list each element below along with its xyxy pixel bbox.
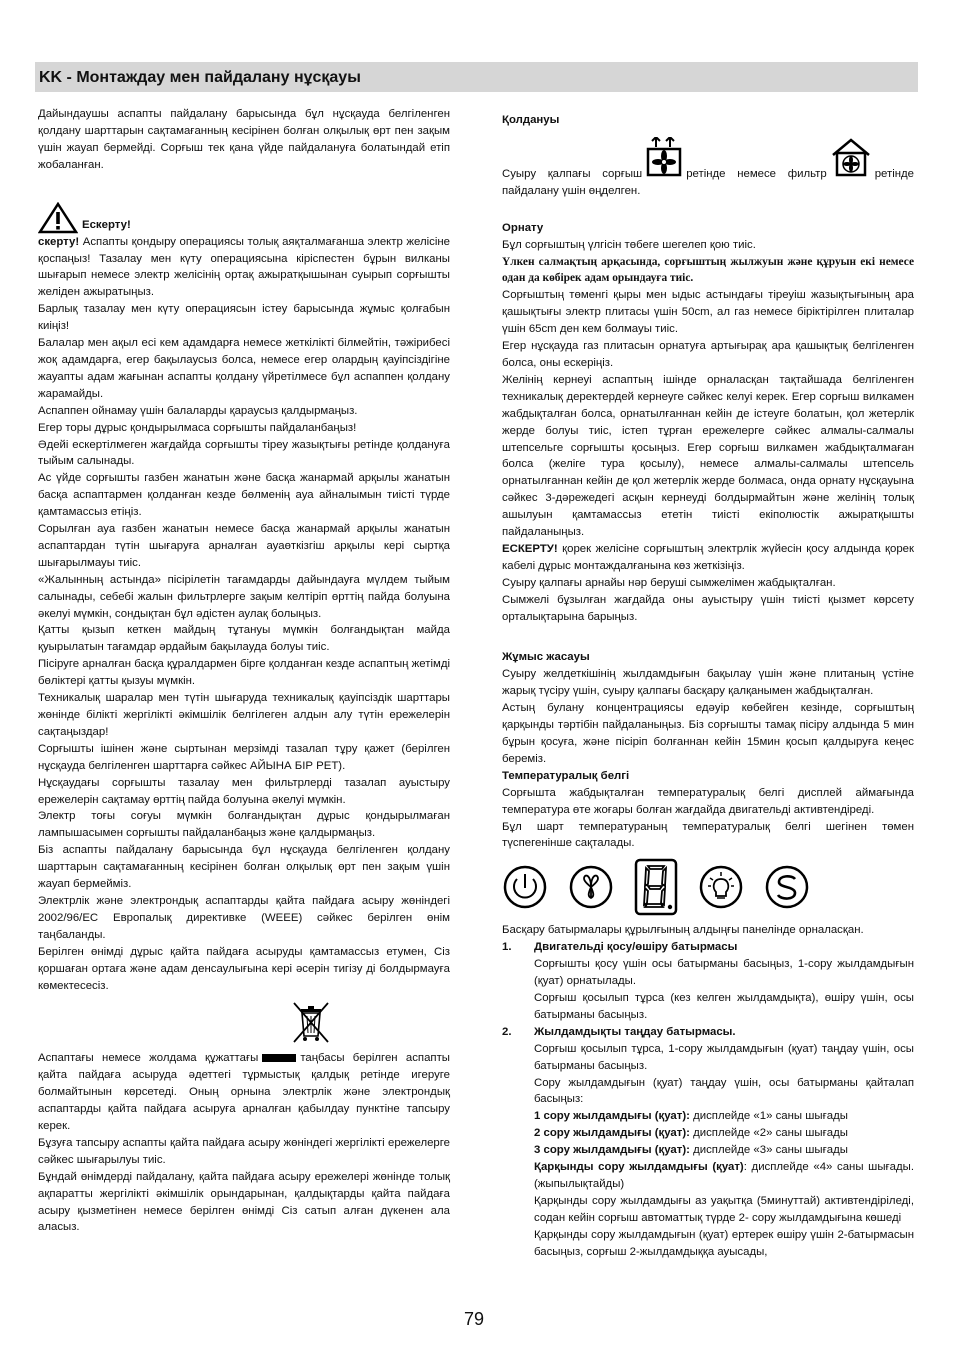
install-warning: ЕСКЕРТУ! қорек желісіне сорғыштың электрлік жүйесін қосу алдында қорек кабелі дұрыс монтаждалғанына көз жеткізіңіз. — [502, 542, 914, 572]
work-paragraph: Суыру желдеткішінің жылдамдығын бақылау үшін және плитаның үстіне жарық түсіру үшін, суыру қалпағы басқару қалқанымен жабдықталған. — [502, 668, 914, 698]
safety-paragraph: Әдейі ескертілмеген жағдайда сорғышты тіреу жазықтығы ретінде қолдануға тыйым салынады. — [38, 438, 450, 468]
item2-tail — [502, 1193, 914, 1261]
safety-paragraph: «Жалынның астында» пісірілетін тағамдарды дайындауға мүлдем тыйым салынады, себебі жалын фильтрлерге зақым келтіріп өрттің пайда болуына әкелуі мүмкін, сондықтан бұл әдістен аулақ болыңыз. — [38, 573, 450, 620]
install-paragraph: Егер нұсқауда газ плитасын орнатуға артығырақ ара қашықтық белгіленген болса, оны ескеріңіз. — [502, 340, 914, 369]
warning-paragraph: скерту! Аспапты қондыру операциясы толық аяқталмағанша электр желісіне қоспаңыз! Тазалау мен күту операциясына кіріспестен бұрын вилканы шығарып немесе электр желісінің ортақ ажыратқышынан суырып сорғышты желіден ажыратыңыз. — [38, 235, 450, 299]
temp-paragraph: Сорғышта жабдықталған температуралық белгі дисплей аймағында температура өте жоғары болған жағдайда двигательді активтендіреді. — [502, 786, 914, 816]
left-column — [38, 106, 450, 1236]
install-paragraph: Сорғыштың төменгі қыры мен ыдыс астындағы тіреуіш жазықтығының ара қашықтығы электр плитасы үшін 50cm, ал газ немесе біріктірілген плиталар үшін 65cm ден кем болмауы тиіс. — [502, 289, 914, 336]
work-paragraph: Астың булану концентрациясы едәуір көбейген кезінде, сорғыштың қарқынды тәртібін пайдаланыңыз. Біз сорғышты тамақ пісіру алдында 5 мин бұрын қосуға, және пісіріп болғаннан кейін 15мин қосып қалдыруға кеңес береміз. — [502, 702, 914, 765]
recycle-paragraph: Аспаптағы немесе жолдама құжаттағы таңбасы берілген аспапты қайта пайдаға асыруда әдеттегі тұрмыстық қалдық ретінде игеруге болмайтынын көрсетеді. Оның орнына электрлік және электрондық аспаптарды қайта пайдаға асыруға арналған қабылдау пунктіне тапсыру керек. — [38, 1052, 450, 1133]
speed-item: Қарқынды сору жылдамдығы (қуат): дисплейде «4» саны шығады.(жыпылықтайды) — [534, 1161, 914, 1190]
item2-description — [502, 1041, 914, 1109]
list-item-2: 2. Жылдамдықты таңдау батырмасы. — [502, 1025, 736, 1038]
black-bar-symbol — [262, 1054, 296, 1062]
right-column — [502, 106, 914, 1260]
page-title: KK - Монтаждау мен пайдалану нұсқауы — [39, 69, 361, 86]
safety-paragraph: Электрлік және электрондық аспаптарды қайта пайдаға асыру жөніндегі 2002/96/ЕС Европалық директивке (WEEE) сәйкес берілген өнім таңбаланды. — [38, 894, 450, 941]
list-item-1: 1. Двигательді қосу/өшіру батырмасы — [502, 941, 738, 954]
work-paragraphs — [502, 666, 914, 767]
temp-heading: Температуралық белгі — [502, 769, 630, 782]
item2-line: Сору жылдамдығын (қуат) таңдау үшін, осы батырманы қайталап басыңыз: — [534, 1076, 914, 1106]
safety-paragraph: Егер торы дұрыс қондырылмаса сорғышты пайдаланбаңыз! — [38, 421, 357, 434]
item1-line: Сорғыш қосылып тұрса (кез келген жылдамдықта), өшіру үшін, осы батырманы басыңыз. — [534, 991, 914, 1021]
filter-mode-icon — [831, 137, 871, 183]
intro-paragraph: Дайындаушы аспапты пайдалану барысында бұл нұсқауда белгіленген қолдану шарттарын сақтамағанның кесірінен болған олқылық өрт пен зақым үшін жауап бермейді. Сорғыш тек қана үйде пайдалануға болатындай етіп жобаланған. — [38, 108, 450, 171]
seven-segment-display-icon — [634, 858, 678, 916]
safety-paragraph: Сорылған ауа газбен жанатын немесе басқа жанармай арқылы жанатын аспаптардан түтін шығаруға арналған ауаөткізгіш арқылы кері сыртқа шығарылмауы тиіс. — [38, 523, 450, 569]
safety-paragraph: Нұсқаудағы сорғышты тазалау мен фильтрлерді тазалап ауыстыру ережелерін сақтамау өрттің пайда болуына әкелуі мүмкін. — [38, 776, 450, 806]
crossed-bin-icon — [290, 1000, 332, 1044]
safety-paragraph: Аспаппен ойнамау үшін балаларды қараусыз қалдырмаңыз. — [38, 404, 358, 417]
panel-location-text: Басқару батырмалары құрылғының алдыңғы панелінде орналасқан. — [502, 924, 864, 937]
safety-paragraph: Берілген өнімді дұрыс қайта пайдаға асыруды қамтамассыз етумен, Сіз қоршаған ортаға және адам денсаулығына кері әсерін тигізу ді болдырмауға көмектесесіз. — [38, 945, 450, 992]
safety-paragraph: Техникалық шаралар мен түтін шығаруда техникалық қауіпсіздік шарттары жөнінде білікті жергілікті әкімшілік белгілеген алдын алу түтін ережелерін сақтаңыздар! — [38, 692, 450, 738]
safety-paragraph: Электр тоғы соғуы мүмкін болғандықтан дұрыс қондырылмаған лампышасымен сорғышты пайдаланбаңыз және қалдырмаңыз. — [38, 810, 450, 840]
safety-paragraphs — [38, 301, 450, 994]
use-paragraph: Суыру қалпағы сорғыш ретінде немесе фильтр ретінде пайдалану үшін өңделген. — [502, 137, 914, 200]
extraction-mode-icon — [646, 137, 682, 183]
recycle-symbol — [38, 1000, 332, 1044]
safety-paragraph: Сорғышты ішінен және сыртынан мерзімді тазалап тұру қажет (берілген нұсқауда белгіленген шарттарға сәйкес АЙЫНА БІР РЕТ). — [38, 742, 450, 772]
work-heading: Жұмыс жасауы — [502, 651, 590, 664]
safety-paragraph: Балалар мен ақыл есі кем адамдарға немесе жеткілікті білмейтін, тәжірибесі жоқ адамдарға, егер бақылаусыз болса, немесе егер олардың қауіпсіздігіне жауапты адам жағынан аспапты қолдану үйретілмесе бұл аспаппен қолдану жарамайды. — [38, 337, 450, 400]
fan-speed-button-icon — [568, 864, 614, 910]
install-tail-paragraph: Сымжелі бұзылған жағдайда оны ауыстыру үшін тиісті қызмет көрсету орталықтарына барыңыз. — [502, 593, 914, 623]
install-line1: Бұл сорғыштың үлгісін төбеге шегелеп қою тиіс. — [502, 238, 756, 251]
use-heading: Қолдануы — [502, 114, 560, 126]
control-panel-icons — [502, 858, 914, 916]
safety-paragraph: Қатты қызып кеткен майдың тұтануы мүмкін болғандықтан майда қуырылатын тағамдар әрдайым бақылауда болуы тиіс. — [38, 624, 450, 654]
temp-paragraphs — [502, 785, 914, 853]
item2-line: Сорғыш қосылып тұрса, 1-сору жылдамдығын (қуат) таңдау үшін, осы батырманы басыңыз. — [534, 1042, 914, 1072]
disposal-paragraph: Бұндай өнімдерді пайдалану, қайта пайдаға асыру ережелері жөнінде толық ақпаратты жергілікті әкімшілік орындарынан, қалдықтарды қайта пайдаға асыру қызметінен немесе берілген өнімді Сіз сатып алған дүкенен ала аласыз. — [38, 1170, 450, 1234]
install-tail-paragraphs — [502, 575, 914, 626]
warning-heading-row — [38, 202, 450, 234]
safety-paragraph: Пісіруге арналған басқа құралдармен бірге қолданған кезде аспаптың жетімді бөліктері қатты қызуы мүмкін. — [38, 658, 450, 688]
safety-paragraph: Барлық тазалау мен күту операциясын істеу барысында жұмыс қолғабын киіңіз! — [38, 303, 450, 333]
disposal-paragraph: Бұзуға тапсыру аспапты қайта пайдаға асыру жөніндегі жергілікті ережелерге сәйкес шығарылуы тиіс. — [38, 1136, 450, 1166]
install-tail-paragraph: Суыру қалпағы арнайы нәр беруші сымжелімен жабдықталған. — [502, 576, 836, 589]
install-heading: Орнату — [502, 221, 544, 234]
temp-paragraph: Бұл шарт температураның температуралық белгі шегінен төмен түспегенінше сақталады. — [502, 820, 914, 850]
install-bold-note: Үлкен салмақтың арқасында, сорғыштың жылжуын және құруын екі немесе одан да көбірек адам орындауға тиіс. — [502, 255, 914, 285]
install-paragraphs — [502, 287, 914, 541]
safety-paragraph: Біз аспапты пайдалану барысында бұл нұсқауда белгіленген қолдану шарттарын сақтамағанның кесірінен болған олқылық өрт пен зақым үшін жауап бермейміз. — [38, 844, 450, 891]
safety-paragraph: Ас үйде сорғышты газбен жанатын және басқа жанармай арқылы жанатын басқа аспаптармен қолданған кезде бөлменің ауа айналымын тиісті түрде қамтамассыз етіңіз. — [38, 472, 450, 519]
speed-list — [502, 1108, 914, 1193]
item1-line: Сорғышты қосу үшін осы батырманы басыңыз, 1-сору жылдамдығын (қуат) орнатылады. — [534, 958, 914, 988]
speed-item: 1 сору жылдамдығы (қуат): дисплейде «1» саны шығады — [534, 1110, 848, 1123]
item1-description — [502, 956, 914, 1024]
warning-heading: Ескерту! — [82, 218, 131, 231]
speed-item: 3 сору жылдамдығы (қуат): дисплейде «3» саны шығады — [534, 1144, 848, 1157]
page-number: 79 — [464, 1309, 485, 1329]
warning-triangle-icon — [38, 202, 78, 234]
power-button-icon — [502, 864, 548, 910]
disposal-paragraphs — [38, 1135, 450, 1236]
section-header — [35, 62, 918, 92]
speed-item: 2 сору жылдамдығы (қуат): дисплейде «2» саны шығады — [534, 1127, 848, 1140]
item2-tail-line: Қарқынды сору жылдамдығы аз уақытқа (5минуттай) активтендіріледі, содан кейін сорғыш автоматтық түрде 2- сору жылдамдығына көшеді — [534, 1194, 914, 1224]
item2-tail-line: Қарқынды сору жылдамдығын (қуат) ертерек өшіру үшін 2-батырмасын басыңыз, сорғыш 2-жылдамдыққа ауысады, — [534, 1228, 914, 1258]
light-button-icon — [698, 864, 744, 910]
install-paragraph: Желінің кернеуі аспаптың ішінде орналасқан тақтайшада белгіленген техникалық деректердей кернеуге сәйкес келуі керек. Егер сорғыш вилкамен жабдықталған болса, орнатылғаннан кейін де істеуге болатын, қол жетерлік жерде болуы тиіс, істеп тұрған ережелерге сәйкес алмалы-салмалы штепсельге сорғышты қосыңыз. Егер сорғыш вилкамен жабдықталмаған болса (желіге тура қосылу), немесе алмалы-салмалы штепсель орнатылғаннан кейін де қол жетерлік жерде болмаса, онда орнату нұсқауына сәйкес 3-дәрежедегі асқын кернеуді болдырмайтын және желінің толық ашылуын қамтамассыз ететін тиісті екіполюстік ажыратқышты пайдаланыңыз. — [502, 373, 914, 539]
s-button-icon — [764, 864, 810, 910]
